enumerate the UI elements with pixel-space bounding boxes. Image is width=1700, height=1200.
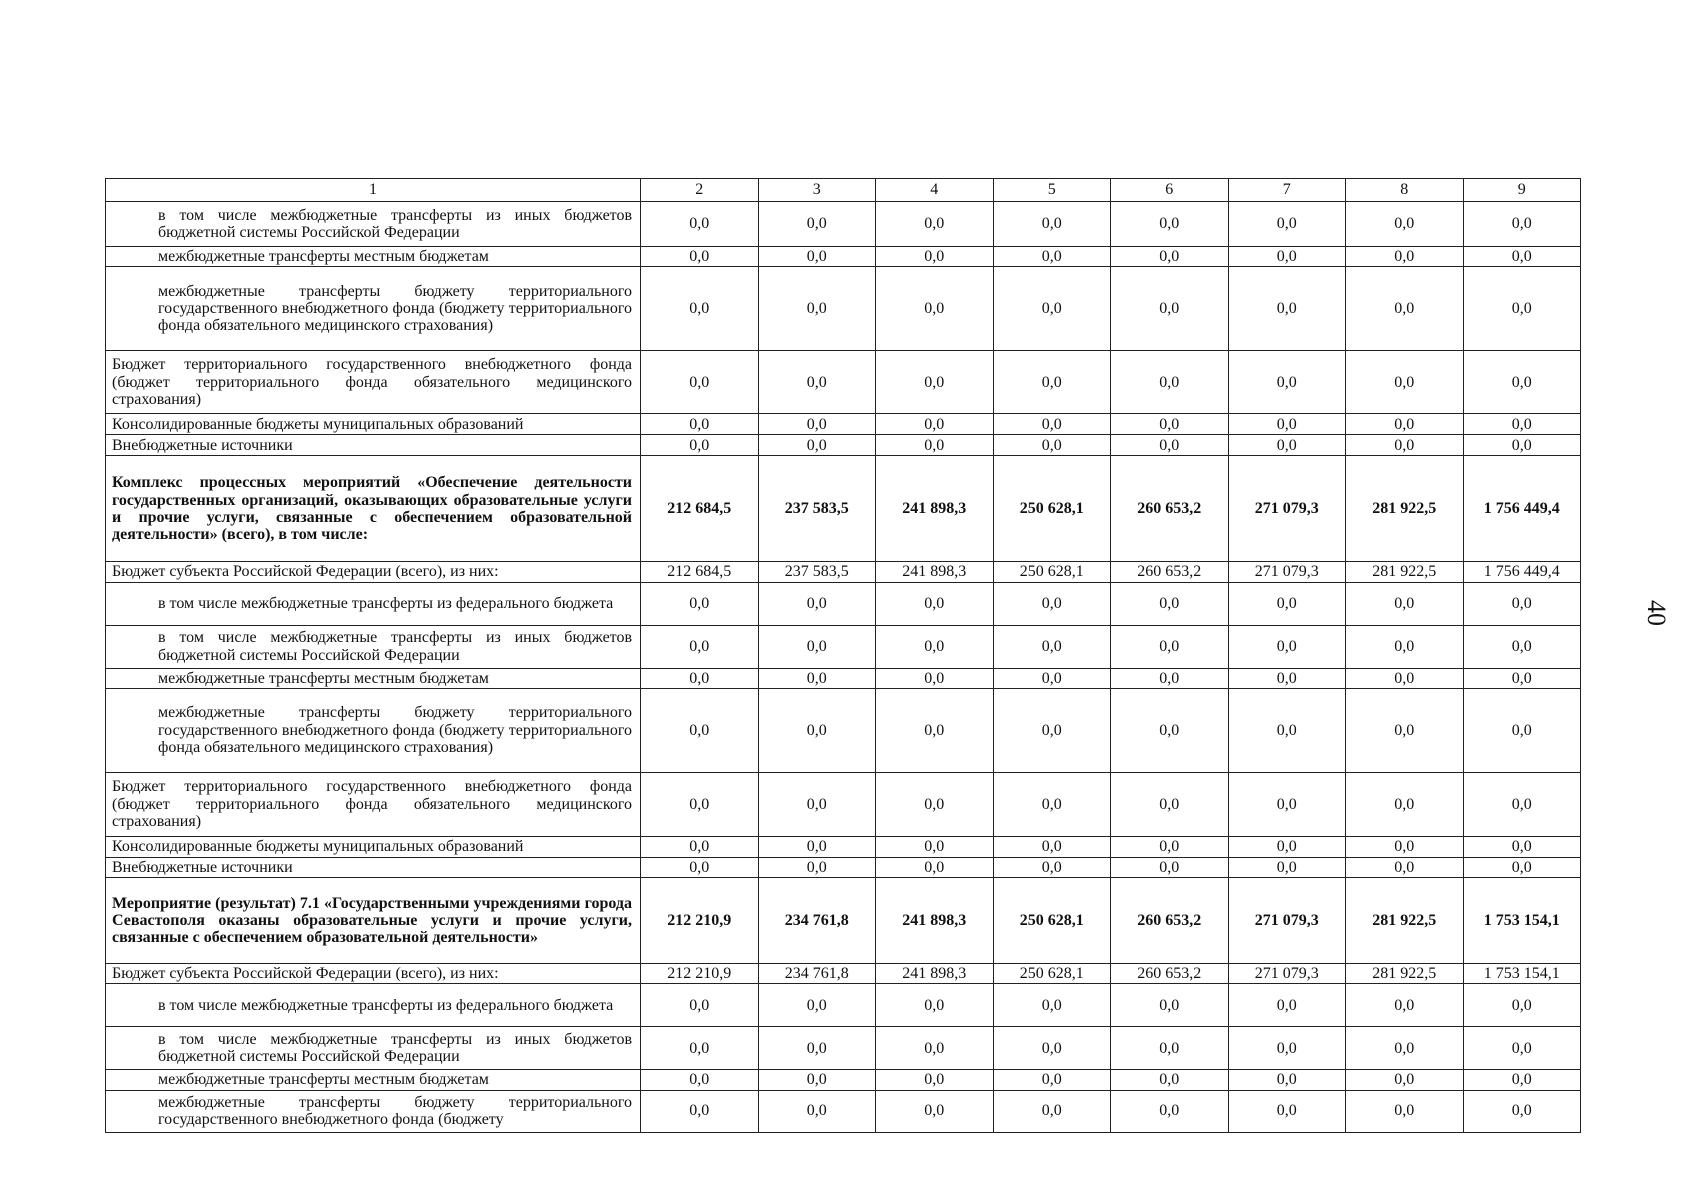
value-cell: 0,0	[876, 1027, 994, 1070]
value-cell: 0,0	[1228, 772, 1346, 836]
row-label: в том числе межбюджетные трансферты из федерального бюджета	[106, 984, 641, 1027]
value-cell: 260 653,2	[1111, 456, 1229, 562]
value-cell: 0,0	[1346, 202, 1464, 247]
value-cell: 0,0	[1111, 267, 1229, 351]
value-cell: 0,0	[1111, 435, 1229, 456]
row-label: Бюджет субъекта Российской Федерации (всего), из них:	[106, 562, 641, 582]
value-cell: 0,0	[1346, 267, 1464, 351]
value-cell: 0,0	[1346, 688, 1464, 772]
value-cell: 0,0	[1228, 435, 1346, 456]
value-cell: 0,0	[1228, 202, 1346, 247]
table-row	[106, 1070, 1581, 1090]
value-cell: 0,0	[1111, 202, 1229, 247]
page-number: 40	[1642, 600, 1671, 626]
value-cell: 0,0	[758, 414, 876, 435]
value-cell: 0,0	[1111, 414, 1229, 435]
value-cell: 0,0	[1346, 772, 1464, 836]
value-cell: 0,0	[1463, 202, 1581, 247]
table-row	[106, 878, 1581, 964]
value-cell: 0,0	[1463, 688, 1581, 772]
value-cell: 0,0	[1228, 1070, 1346, 1090]
table-row	[106, 351, 1581, 414]
value-cell: 0,0	[876, 1090, 994, 1132]
row-label: межбюджетные трансферты бюджету территориального государственного внебюджетного фонда (бюджету территориального фонда обязательного медицинского страхования)	[106, 688, 641, 772]
value-cell: 250 628,1	[993, 878, 1111, 964]
value-cell: 250 628,1	[993, 964, 1111, 984]
value-cell: 0,0	[1228, 582, 1346, 625]
value-cell: 0,0	[1463, 582, 1581, 625]
value-cell: 0,0	[758, 1027, 876, 1070]
row-label: межбюджетные трансферты местным бюджетам	[106, 1070, 641, 1090]
value-cell: 0,0	[993, 582, 1111, 625]
value-cell: 0,0	[1111, 351, 1229, 414]
value-cell: 0,0	[993, 1090, 1111, 1132]
value-cell: 1 753 154,1	[1463, 964, 1581, 984]
value-cell: 0,0	[758, 247, 876, 267]
value-cell: 0,0	[758, 625, 876, 668]
value-cell: 0,0	[876, 772, 994, 836]
value-cell: 0,0	[993, 984, 1111, 1027]
value-cell: 212 684,5	[641, 562, 759, 582]
value-cell: 0,0	[641, 836, 759, 857]
value-cell: 241 898,3	[876, 456, 994, 562]
value-cell: 0,0	[1111, 247, 1229, 267]
value-cell: 0,0	[1228, 351, 1346, 414]
row-label: межбюджетные трансферты местным бюджетам	[106, 668, 641, 688]
value-cell: 0,0	[993, 247, 1111, 267]
column-header: 6	[1111, 179, 1229, 202]
value-cell: 0,0	[641, 414, 759, 435]
table-row	[106, 435, 1581, 456]
value-cell: 0,0	[1463, 247, 1581, 267]
value-cell: 0,0	[1346, 857, 1464, 877]
value-cell: 0,0	[1346, 435, 1464, 456]
value-cell: 0,0	[758, 202, 876, 247]
value-cell: 0,0	[1346, 414, 1464, 435]
value-cell: 0,0	[1111, 688, 1229, 772]
value-cell: 0,0	[876, 836, 994, 857]
value-cell: 0,0	[641, 351, 759, 414]
value-cell: 0,0	[758, 857, 876, 877]
value-cell: 0,0	[993, 351, 1111, 414]
table-row	[106, 456, 1581, 562]
table-row	[106, 964, 1581, 984]
value-cell: 0,0	[876, 435, 994, 456]
value-cell: 0,0	[641, 668, 759, 688]
value-cell: 271 079,3	[1228, 878, 1346, 964]
value-cell: 0,0	[758, 984, 876, 1027]
row-label: Бюджет территориального государственного внебюджетного фонда (бюджет территориального фонда обязательного медицинского страхования)	[106, 351, 641, 414]
value-cell: 0,0	[641, 1070, 759, 1090]
row-label: Консолидированные бюджеты муниципальных образований	[106, 414, 641, 435]
value-cell: 0,0	[993, 202, 1111, 247]
value-cell: 0,0	[1228, 984, 1346, 1027]
value-cell: 212 684,5	[641, 456, 759, 562]
value-cell: 241 898,3	[876, 562, 994, 582]
value-cell: 0,0	[1111, 1090, 1229, 1132]
value-cell: 0,0	[1346, 247, 1464, 267]
value-cell: 0,0	[641, 1027, 759, 1070]
value-cell: 0,0	[1463, 984, 1581, 1027]
value-cell: 281 922,5	[1346, 964, 1464, 984]
value-cell: 234 761,8	[758, 878, 876, 964]
value-cell: 0,0	[993, 836, 1111, 857]
row-label: в том числе межбюджетные трансферты из федерального бюджета	[106, 582, 641, 625]
value-cell: 0,0	[993, 414, 1111, 435]
value-cell: 0,0	[758, 836, 876, 857]
value-cell: 0,0	[1346, 351, 1464, 414]
value-cell: 0,0	[641, 857, 759, 877]
table-row	[106, 1090, 1581, 1132]
table-row	[106, 202, 1581, 247]
value-cell: 0,0	[876, 414, 994, 435]
value-cell: 0,0	[993, 625, 1111, 668]
value-cell: 0,0	[1463, 267, 1581, 351]
row-label: Комплекс процессных мероприятий «Обеспечение деятельности государственных организаций, оказывающих образовательные услуги и прочие услуги, связанные с обеспечением образовательной деятельности» (всего), в том числе:	[106, 456, 641, 562]
table-row	[106, 857, 1581, 877]
value-cell: 0,0	[758, 267, 876, 351]
table-row	[106, 984, 1581, 1027]
row-label: Бюджет субъекта Российской Федерации (всего), из них:	[106, 964, 641, 984]
value-cell: 0,0	[1228, 267, 1346, 351]
value-cell: 271 079,3	[1228, 562, 1346, 582]
value-cell: 0,0	[1228, 1027, 1346, 1070]
budget-table	[105, 178, 1581, 1133]
value-cell: 0,0	[876, 688, 994, 772]
value-cell: 0,0	[1111, 836, 1229, 857]
value-cell: 212 210,9	[641, 878, 759, 964]
value-cell: 0,0	[1346, 1090, 1464, 1132]
value-cell: 0,0	[993, 857, 1111, 877]
value-cell: 281 922,5	[1346, 878, 1464, 964]
value-cell: 241 898,3	[876, 878, 994, 964]
value-cell: 0,0	[1228, 836, 1346, 857]
table-row	[106, 562, 1581, 582]
row-label: Мероприятие (результат) 7.1 «Государственными учреждениями города Севастополя оказаны образовательные услуги и прочие услуги, связанные с обеспечением образовательной деятельности»	[106, 878, 641, 964]
table-row	[106, 668, 1581, 688]
column-header: 8	[1346, 179, 1464, 202]
value-cell: 0,0	[1346, 984, 1464, 1027]
table-row	[106, 625, 1581, 668]
value-cell: 0,0	[1463, 1027, 1581, 1070]
value-cell: 250 628,1	[993, 456, 1111, 562]
value-cell: 0,0	[641, 582, 759, 625]
value-cell: 241 898,3	[876, 964, 994, 984]
value-cell: 0,0	[1228, 857, 1346, 877]
value-cell: 0,0	[1463, 351, 1581, 414]
row-label: в том числе межбюджетные трансферты из иных бюджетов бюджетной системы Российской Федерации	[106, 1027, 641, 1070]
table-row	[106, 688, 1581, 772]
value-cell: 0,0	[758, 772, 876, 836]
column-header: 1	[106, 179, 641, 202]
value-cell: 0,0	[1346, 836, 1464, 857]
value-cell: 0,0	[876, 267, 994, 351]
value-cell: 0,0	[1228, 414, 1346, 435]
value-cell: 260 653,2	[1111, 878, 1229, 964]
value-cell: 0,0	[758, 1090, 876, 1132]
value-cell: 281 922,5	[1346, 562, 1464, 582]
value-cell: 260 653,2	[1111, 562, 1229, 582]
value-cell: 0,0	[876, 582, 994, 625]
value-cell: 0,0	[876, 668, 994, 688]
value-cell: 271 079,3	[1228, 964, 1346, 984]
value-cell: 0,0	[993, 435, 1111, 456]
value-cell: 0,0	[1463, 625, 1581, 668]
value-cell: 237 583,5	[758, 456, 876, 562]
value-cell: 0,0	[876, 857, 994, 877]
value-cell: 0,0	[1111, 582, 1229, 625]
row-label: Внебюджетные источники	[106, 857, 641, 877]
value-cell: 0,0	[641, 1090, 759, 1132]
value-cell: 0,0	[876, 625, 994, 668]
value-cell: 0,0	[1111, 772, 1229, 836]
value-cell: 0,0	[1346, 582, 1464, 625]
value-cell: 0,0	[1111, 857, 1229, 877]
value-cell: 0,0	[876, 202, 994, 247]
column-header: 2	[641, 179, 759, 202]
value-cell: 0,0	[758, 582, 876, 625]
value-cell: 237 583,5	[758, 562, 876, 582]
value-cell: 0,0	[1228, 1090, 1346, 1132]
value-cell: 0,0	[641, 772, 759, 836]
value-cell: 0,0	[758, 688, 876, 772]
value-cell: 0,0	[876, 351, 994, 414]
value-cell: 234 761,8	[758, 964, 876, 984]
value-cell: 0,0	[1463, 435, 1581, 456]
value-cell: 0,0	[1111, 625, 1229, 668]
value-cell: 0,0	[758, 1070, 876, 1090]
value-cell: 0,0	[1463, 414, 1581, 435]
value-cell: 0,0	[758, 435, 876, 456]
value-cell: 0,0	[1463, 772, 1581, 836]
value-cell: 0,0	[993, 1070, 1111, 1090]
value-cell: 0,0	[1346, 1070, 1464, 1090]
value-cell: 281 922,5	[1346, 456, 1464, 562]
column-header: 5	[993, 179, 1111, 202]
value-cell: 0,0	[641, 202, 759, 247]
value-cell: 0,0	[993, 772, 1111, 836]
value-cell: 0,0	[1346, 668, 1464, 688]
table-row	[106, 772, 1581, 836]
column-header: 7	[1228, 179, 1346, 202]
value-cell: 0,0	[641, 625, 759, 668]
value-cell: 250 628,1	[993, 562, 1111, 582]
value-cell: 0,0	[993, 668, 1111, 688]
value-cell: 0,0	[1463, 1070, 1581, 1090]
table-row	[106, 414, 1581, 435]
value-cell: 0,0	[1111, 1027, 1229, 1070]
value-cell: 0,0	[1111, 668, 1229, 688]
value-cell: 0,0	[641, 247, 759, 267]
value-cell: 0,0	[1463, 836, 1581, 857]
row-label: межбюджетные трансферты бюджету территориального государственного внебюджетного фонда (бюджету	[106, 1090, 641, 1132]
value-cell: 0,0	[876, 1070, 994, 1090]
row-label: в том числе межбюджетные трансферты из иных бюджетов бюджетной системы Российской Федерации	[106, 202, 641, 247]
value-cell: 0,0	[993, 267, 1111, 351]
column-header: 3	[758, 179, 876, 202]
table-row	[106, 1027, 1581, 1070]
value-cell: 1 756 449,4	[1463, 562, 1581, 582]
table-row	[106, 836, 1581, 857]
column-header: 9	[1463, 179, 1581, 202]
column-header: 4	[876, 179, 994, 202]
value-cell: 0,0	[758, 668, 876, 688]
value-cell: 271 079,3	[1228, 456, 1346, 562]
value-cell: 0,0	[1228, 668, 1346, 688]
value-cell: 0,0	[993, 1027, 1111, 1070]
value-cell: 0,0	[1228, 625, 1346, 668]
value-cell: 0,0	[1346, 625, 1464, 668]
row-label: межбюджетные трансферты бюджету территориального государственного внебюджетного фонда (бюджету территориального фонда обязательного медицинского страхования)	[106, 267, 641, 351]
value-cell: 0,0	[641, 267, 759, 351]
value-cell: 1 753 154,1	[1463, 878, 1581, 964]
value-cell: 0,0	[1228, 247, 1346, 267]
row-label: межбюджетные трансферты местным бюджетам	[106, 247, 641, 267]
table-body	[106, 202, 1581, 1133]
value-cell: 0,0	[1111, 1070, 1229, 1090]
row-label: Консолидированные бюджеты муниципальных образований	[106, 836, 641, 857]
table-row	[106, 582, 1581, 625]
value-cell: 0,0	[1228, 688, 1346, 772]
value-cell: 0,0	[641, 688, 759, 772]
row-label: в том числе межбюджетные трансферты из иных бюджетов бюджетной системы Российской Федерации	[106, 625, 641, 668]
value-cell: 0,0	[1111, 984, 1229, 1027]
row-label: Бюджет территориального государственного внебюджетного фонда (бюджет территориального фонда обязательного медицинского страхования)	[106, 772, 641, 836]
value-cell: 0,0	[1463, 1090, 1581, 1132]
value-cell: 0,0	[876, 984, 994, 1027]
value-cell: 0,0	[641, 984, 759, 1027]
table-row	[106, 267, 1581, 351]
value-cell: 0,0	[758, 351, 876, 414]
row-label: Внебюджетные источники	[106, 435, 641, 456]
value-cell: 1 756 449,4	[1463, 456, 1581, 562]
value-cell: 0,0	[1463, 857, 1581, 877]
value-cell: 0,0	[1346, 1027, 1464, 1070]
value-cell: 0,0	[993, 688, 1111, 772]
value-cell: 0,0	[876, 247, 994, 267]
value-cell: 212 210,9	[641, 964, 759, 984]
value-cell: 0,0	[1463, 668, 1581, 688]
table-header-row	[106, 179, 1581, 202]
value-cell: 260 653,2	[1111, 964, 1229, 984]
value-cell: 0,0	[641, 435, 759, 456]
table-row	[106, 247, 1581, 267]
